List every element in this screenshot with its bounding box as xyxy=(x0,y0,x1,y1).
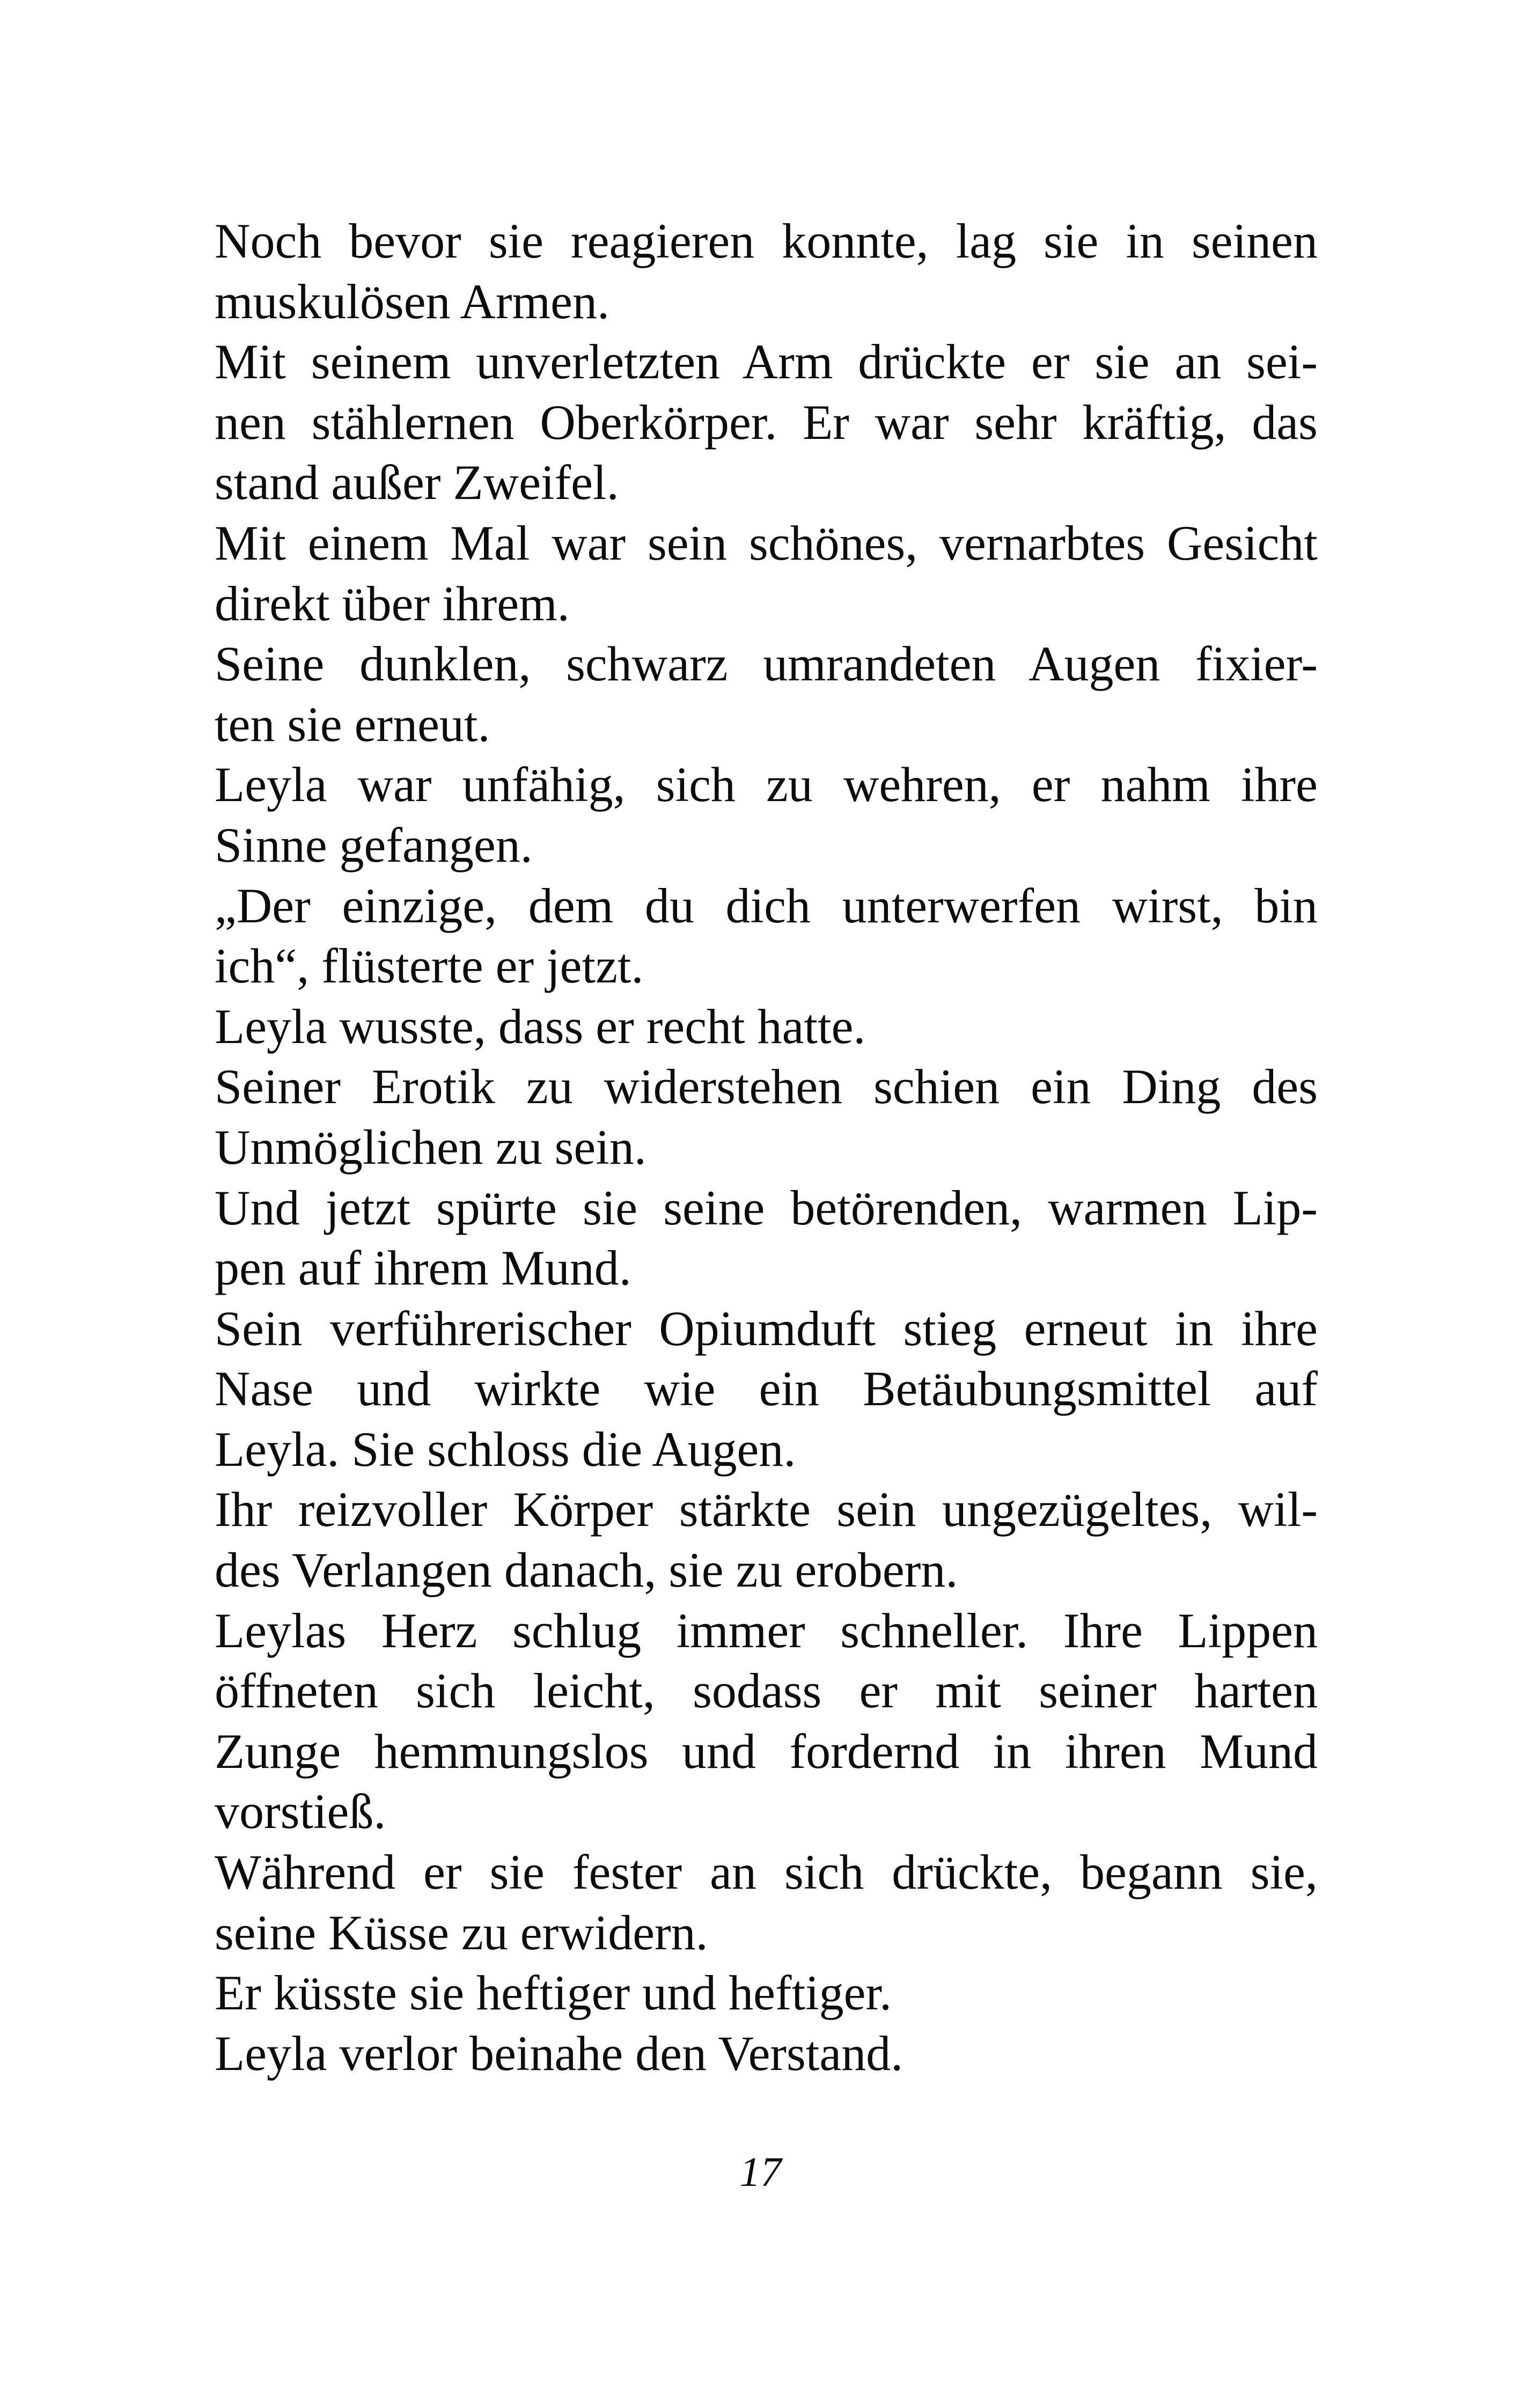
text-line: Und jetzt spürte sie seine betörenden, warmen Lip- xyxy=(215,1180,1318,1235)
text-line: Sein verführerischer Opiumduft stieg erneut in ihre xyxy=(215,1301,1318,1356)
text-line: Mit seinem unverletzten Arm drückte er sie an sei- xyxy=(215,334,1318,390)
text-line: Seiner Erotik zu widerstehen schien ein Ding des xyxy=(215,1059,1318,1114)
text-line: Noch bevor sie reagieren konnte, lag sie in seinen xyxy=(215,214,1318,268)
body-text xyxy=(215,211,1318,2083)
text-line: muskulösen Armen. xyxy=(215,274,609,329)
text-line: pen auf ihrem Mund. xyxy=(215,1240,631,1296)
text-line: Zunge hemmungslos und fordernd in ihren Mund xyxy=(215,1723,1318,1779)
text-line: Leyla verlor beinahe den Verstand. xyxy=(215,2025,903,2081)
text-line: seine Küsse zu erwidern. xyxy=(215,1905,708,1960)
text-line: Leyla wusste, dass er recht hatte. xyxy=(215,999,866,1054)
text-line: Mit einem Mal war sein schönes, vernarbtes Gesicht xyxy=(215,515,1318,570)
text-line: des Verlangen danach, sie zu erobern. xyxy=(215,1543,958,1598)
text-line: Nase und wirkte wie ein Betäubungsmittel auf xyxy=(215,1361,1318,1416)
text-line: stand außer Zweifel. xyxy=(215,455,619,510)
text-line: öffneten sich leicht, sodass er mit seiner harten xyxy=(215,1663,1318,1719)
text-line: Während er sie fester an sich drückte, begann sie, xyxy=(215,1845,1318,1900)
text-line: Seine dunklen, schwarz umrandeten Augen fixier- xyxy=(215,636,1318,692)
page-number: 17 xyxy=(739,2148,782,2195)
text-line: Leylas Herz schlug immer schneller. Ihre Lippen xyxy=(215,1603,1318,1658)
text-line: vorstieß. xyxy=(215,1784,386,1839)
text-line: Leyla war unfähig, sich zu wehren, er nahm ihre xyxy=(215,757,1318,812)
text-line: Sinne gefangen. xyxy=(215,817,533,872)
text-line: ten sie erneut. xyxy=(215,696,490,752)
text-line: „Der einzige, dem du dich unterwerfen wirst, bin xyxy=(215,878,1318,933)
text-line: Leyla. Sie schloss die Augen. xyxy=(215,1421,796,1477)
text-line: nen stählernen Oberkörper. Er war sehr kräftig, das xyxy=(215,394,1318,450)
text-line: direkt über ihrem. xyxy=(215,576,570,631)
text-line: Unmöglichen zu sein. xyxy=(215,1119,646,1174)
text-line: Ihr reizvoller Körper stärkte sein ungezügeltes, wil- xyxy=(215,1482,1318,1537)
text-line: Er küsste sie heftiger und heftiger. xyxy=(215,1965,892,2021)
text-line: ich“, flüsterte er jetzt. xyxy=(215,938,644,994)
